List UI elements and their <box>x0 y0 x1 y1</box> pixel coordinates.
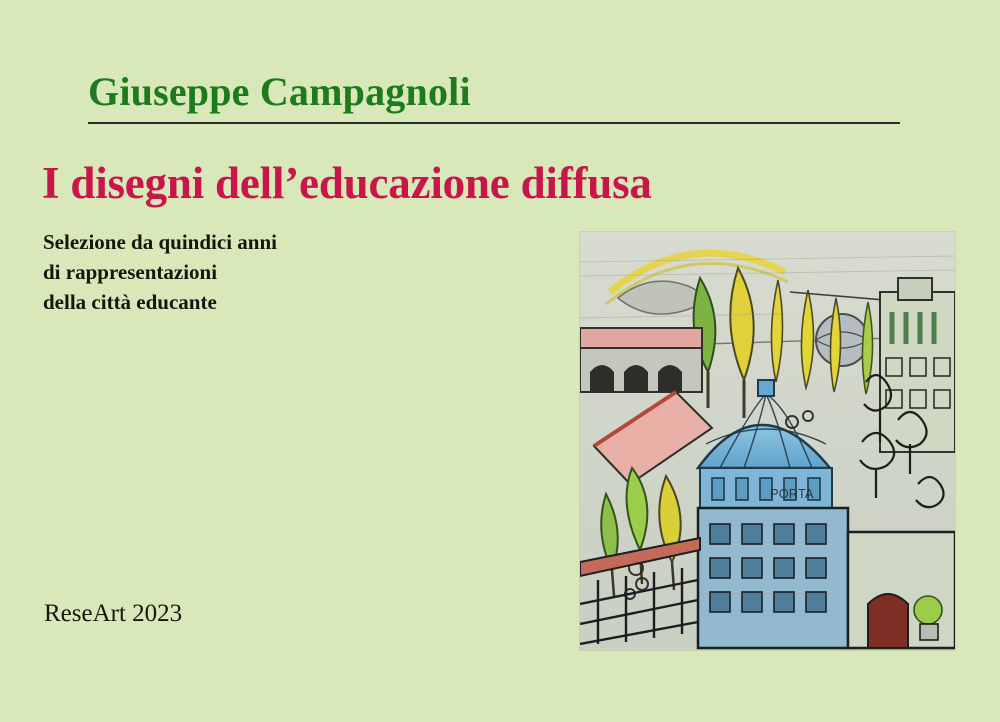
header-divider <box>88 122 900 124</box>
publisher-line: ReseArt 2023 <box>44 600 183 627</box>
author-block <box>88 70 768 124</box>
city-sketch-illustration <box>580 232 955 650</box>
subtitle-block <box>43 228 513 317</box>
subtitle-line-2: di rappresentazioni <box>43 259 218 284</box>
page-title: I disegni dell’educazione diffusa <box>42 158 652 208</box>
subtitle-line-3: della città educante <box>43 289 217 314</box>
svg-text:PORTA: PORTA <box>770 486 814 501</box>
subtitle-line-1: Selezione da quindici anni <box>43 230 277 254</box>
city-sketch-svg <box>580 232 955 650</box>
author-name: Giuseppe Campagnoli <box>88 69 471 114</box>
